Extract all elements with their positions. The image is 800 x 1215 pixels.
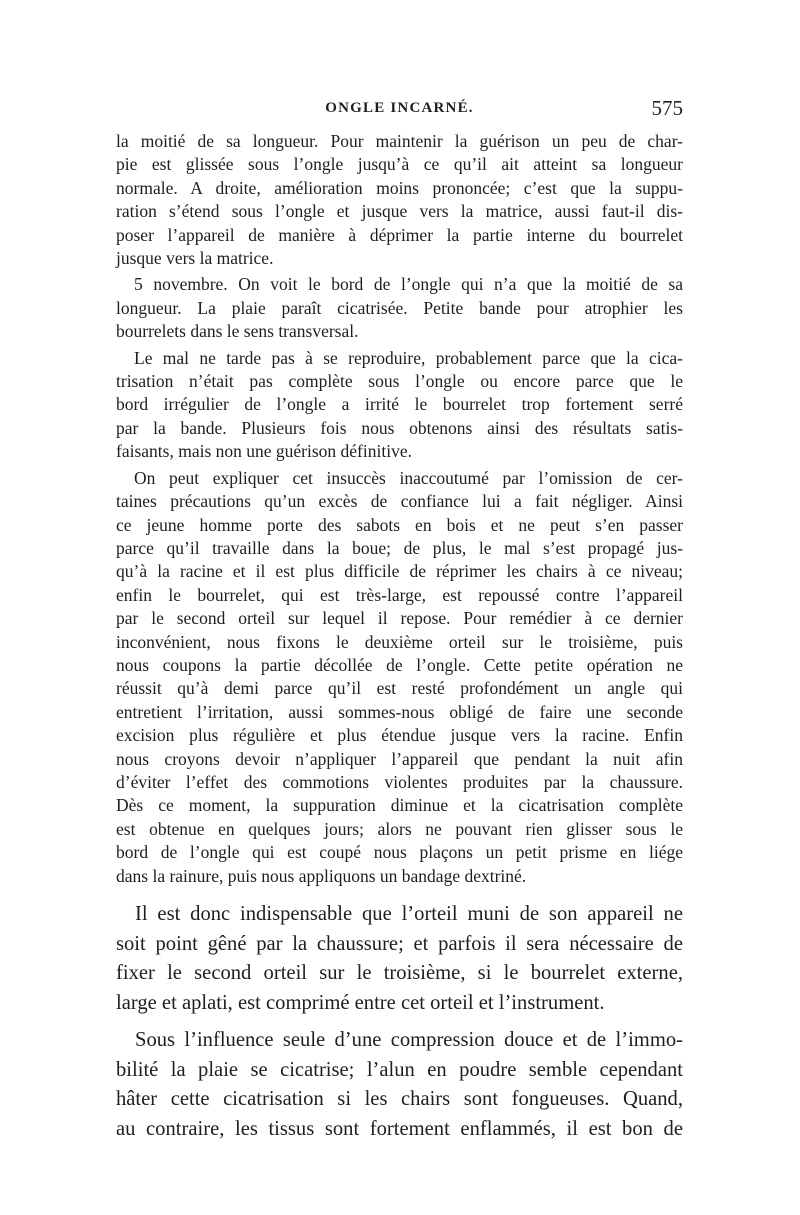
text-line: nous coupons la partie décollée de l’ongle. Cette petite opération ne bbox=[116, 654, 683, 675]
text-line: pie est glissée sous l’ongle jusqu’à ce qu’il ait atteint sa longueur bbox=[116, 154, 683, 175]
text-line: 5 novembre. On voit le bord de l’ongle qui n’a que la moitié de sa bbox=[134, 274, 683, 295]
text-line: bourrelets dans le sens transversal. bbox=[116, 321, 359, 342]
text-line: parce qu’il travaille dans la boue; de plus, le mal s’est propagé jus- bbox=[116, 537, 683, 558]
paragraph-5 bbox=[116, 900, 683, 1018]
text-line: taines précautions qu’un excès de confiance lui a fait négliger. Ainsi bbox=[116, 491, 683, 512]
text-line: bord irrégulier de l’ongle a irrité le bourrelet trop fortement serré bbox=[116, 394, 683, 415]
running-title: ONGLE INCARNÉ. bbox=[325, 100, 474, 116]
text-line: soit point gêné par la chaussure; et parfois il sera nécessaire de bbox=[116, 932, 683, 955]
text-line: nous croyons devoir n’appliquer l’appareil que pendant la nuit afin bbox=[116, 748, 683, 769]
paragraph-4 bbox=[116, 467, 683, 888]
text-line: est obtenue en quelques jours; alors ne pouvant rien glisser sous le bbox=[116, 818, 683, 839]
text-line: hâter cette cicatrisation si les chairs sont fongueuses. Quand, bbox=[116, 1088, 683, 1110]
text-line: Il est donc indispensable que l’orteil muni de son appareil ne bbox=[135, 903, 683, 925]
paragraph-1 bbox=[116, 130, 683, 270]
text-line: large et aplati, est comprimé entre cet orteil et l’instrument. bbox=[116, 991, 605, 1014]
text-line: qu’à la racine et il est plus difficile de réprimer les chairs à ce niveau; bbox=[116, 561, 683, 582]
paragraph-3 bbox=[116, 347, 683, 464]
main-text bbox=[116, 900, 683, 1152]
text-line: faisants, mais non une guérison définitive. bbox=[116, 441, 412, 462]
text-line: Le mal ne tarde pas à se reproduire, probablement parce que la cica- bbox=[134, 347, 683, 368]
text-line: par le second orteil sur lequel il repose. Pour remédier à ce dernier bbox=[116, 608, 683, 629]
text-line: par la bande. Plusieurs fois nous obtenons ainsi des résultats satis- bbox=[116, 417, 683, 438]
running-head bbox=[116, 96, 683, 126]
text-line: normale. A droite, amélioration moins prononcée; c’est que la suppu- bbox=[116, 177, 683, 198]
text-line: dans la rainure, puis nous appliquons un bandage dextriné. bbox=[116, 865, 527, 886]
paragraph-6 bbox=[116, 1026, 683, 1144]
case-notes bbox=[116, 130, 683, 891]
text-line: fixer le second orteil sur le troisième, si le bourrelet externe, bbox=[116, 962, 683, 984]
text-line: bilité la plaie se cicatrise; l’alun en poudre semble cependant bbox=[116, 1058, 683, 1081]
text-line: excision plus régulière et plus étendue jusque vers la racine. Enfin bbox=[116, 725, 683, 746]
text-line: trisation n’était pas complète sous l’ongle ou encore parce que le bbox=[116, 371, 683, 392]
text-line: jusque vers la matrice. bbox=[116, 248, 274, 269]
text-line: entretient l’irritation, aussi sommes-nous obligé de faire une seconde bbox=[116, 701, 683, 722]
text-line: d’éviter l’effet des commotions violentes produites par la chaussure. bbox=[116, 771, 683, 792]
text-line: ce jeune homme porte des sabots en bois et ne peut s’en passer bbox=[116, 514, 683, 535]
text-line: enfin le bourrelet, qui est très-large, est repoussé contre l’appareil bbox=[116, 584, 683, 605]
text-line: Sous l’influence seule d’une compression douce et de l’immo- bbox=[135, 1029, 683, 1051]
text-line: Dès ce moment, la suppuration diminue et la cicatrisation complète bbox=[116, 795, 683, 816]
text-line: bord de l’ongle qui est coupé nous plaçons un petit prisme en liége bbox=[116, 842, 683, 863]
text-line: inconvénient, nous fixons le deuxième orteil sur le troisième, puis bbox=[116, 631, 683, 652]
text-line: la moitié de sa longueur. Pour maintenir la guérison un peu de char- bbox=[116, 131, 683, 151]
text-line: réussit qu’à demi parce qu’il est resté profondément un angle qui bbox=[116, 678, 683, 699]
text-line: au contraire, les tissus sont fortement enflammés, il est bon de bbox=[116, 1117, 683, 1140]
text-line: longueur. La plaie paraît cicatrisée. Petite bande pour atrophier les bbox=[116, 297, 683, 318]
page-number: 575 bbox=[651, 96, 683, 120]
text-line: poser l’appareil de manière à déprimer la partie interne du bourrelet bbox=[116, 224, 683, 245]
text-line: On peut expliquer cet insuccès inaccoutumé par l’omission de cer- bbox=[134, 467, 683, 488]
text-line: ration s’étend sous l’ongle et jusque vers la matrice, aussi faut-il dis- bbox=[116, 201, 683, 222]
paragraph-2 bbox=[116, 273, 683, 343]
